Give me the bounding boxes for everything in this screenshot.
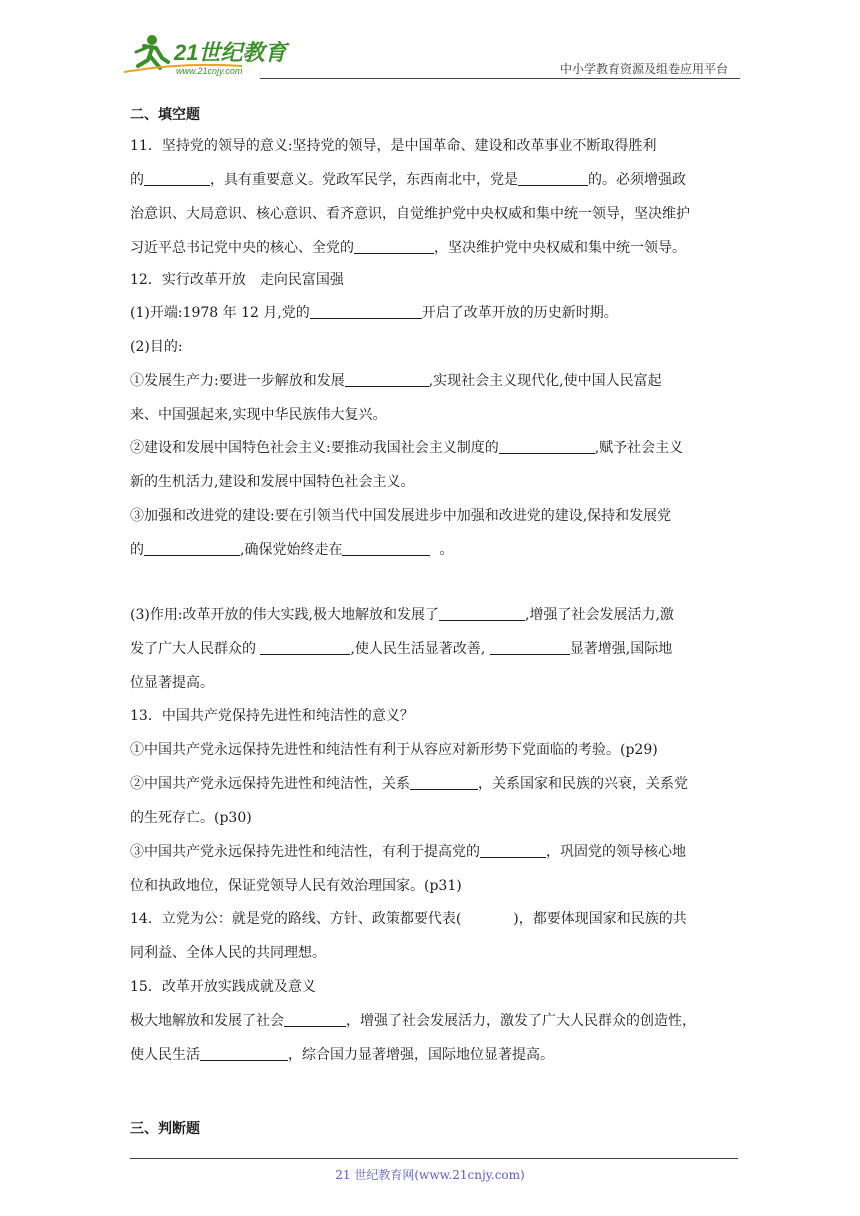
blank xyxy=(490,640,570,655)
page-header xyxy=(120,30,740,80)
q12-aim3: ③加强和改进党的建设:要在引领当代中国发展进步中加强和改进党的建设,保持和发展党 xyxy=(130,508,672,524)
q15-title: 15．改革开放实践成就及意义 xyxy=(130,979,316,995)
site-logo xyxy=(122,32,292,78)
blank xyxy=(144,541,240,556)
q11-line1: 11．坚持党的领导的意义:坚持党的领导，是中国革命、建设和改革事业不断取得胜利 xyxy=(130,138,657,154)
q12-aim1: ①发展生产力:要进一步解放和发展 ,实现社会主义现代化,使中国人民富起 xyxy=(130,373,662,389)
section-title-fill-blank: 二、填空题 xyxy=(130,107,200,123)
q13-item1: ①中国共产党永远保持先进性和纯洁性有利于从容应对新形势下党面临的考验。(p29) xyxy=(130,742,658,758)
blank xyxy=(480,843,546,858)
blank xyxy=(200,1046,288,1061)
blank xyxy=(518,171,588,186)
q11-line4: 习近平总书记党中央的核心、全党的 ，坚决维护党中央权威和集中统一领导。 xyxy=(130,240,686,256)
q12-aim2: ②建设和发展中国特色社会主义:要推动我国社会主义制度的 ,赋予社会主义 xyxy=(130,440,684,456)
blank xyxy=(410,775,478,790)
footer-text: 21 世纪教育网(www.21cnjy.com) xyxy=(335,1168,525,1182)
blank xyxy=(144,171,210,186)
blank xyxy=(260,640,350,655)
blank xyxy=(345,372,429,387)
q12-part3: (3)作用:改革开放的伟大实践,极大地解放和发展了 ,增强了社会发展活力,激 xyxy=(130,607,674,623)
q11-line2: 的 ，具有重要意义。党政军民学，东西南北中，党是 的。必须增强政 xyxy=(130,172,686,188)
q13-item3-cont: 位和执政地位，保证党领导人民有效治理国家。(p31) xyxy=(130,878,462,894)
blank xyxy=(439,606,525,621)
q12-part1: (1)开端:1978 年 12 月,党的 开启了改革开放的历史新时期。 xyxy=(130,305,618,321)
q15-line2: 使人民生活 ，综合国力显著增强，国际地位显著提高。 xyxy=(130,1047,554,1063)
blank xyxy=(284,1012,346,1027)
q14-line2: 同利益、全体人民的共同理想。 xyxy=(130,945,326,961)
q13-item3: ③中国共产党永远保持先进性和纯洁性，有利于提高党的 ，巩固党的领导核心地 xyxy=(130,844,686,860)
blank xyxy=(310,304,422,319)
footer-divider xyxy=(130,1158,738,1159)
q12-part3-cont: 发了广大人民群众的 ,使人民生活显著改善, 显著增强,国际地 xyxy=(130,641,673,657)
q15-line1: 极大地解放和发展了社会 ，增强了社会发展活力，激发了广大人民群众的创造性， xyxy=(130,1013,696,1029)
section-title-true-false: 三、判断题 xyxy=(130,1121,200,1137)
logo-url: www.21cnjy.com xyxy=(176,66,243,76)
blank xyxy=(354,239,434,254)
header-divider xyxy=(260,78,740,79)
q12-aim2-cont: 新的生机活力,建设和发展中国特色社会主义。 xyxy=(130,474,415,490)
q11-line3: 治意识、大局意识、核心意识、看齐意识，自觉维护党中央权威和集中统一领导，坚决维护 xyxy=(130,206,690,222)
logo-text: 21世纪教育 xyxy=(174,40,287,65)
q13-item2: ②中国共产党永远保持先进性和纯洁性，关系 ，关系国家和民族的兴衰，关系党 xyxy=(130,776,688,792)
q12-part3-end: 位显著提高。 xyxy=(130,675,214,691)
q14-line1: 14．立党为公：就是党的路线、方针、政策都要代表( )，都要体现国家和民族的共 xyxy=(130,911,687,927)
q13-title: 13．中国共产党保持先进性和纯洁性的意义？ xyxy=(130,708,414,724)
q12-part2: (2)目的: xyxy=(130,339,183,355)
blank xyxy=(499,439,595,454)
platform-name: 中小学教育资源及组卷应用平台 xyxy=(559,62,728,76)
q12-aim3-cont: 的 ,确保党始终走在 。 xyxy=(130,542,454,558)
q12-title: 12．实行改革开放 走向民富国强 xyxy=(130,272,344,288)
q12-aim1-cont: 来、中国强起来,实现中华民族伟大复兴。 xyxy=(130,407,387,423)
blank xyxy=(342,541,430,556)
q13-item2-cont: 的生死存亡。(p30) xyxy=(130,810,252,826)
